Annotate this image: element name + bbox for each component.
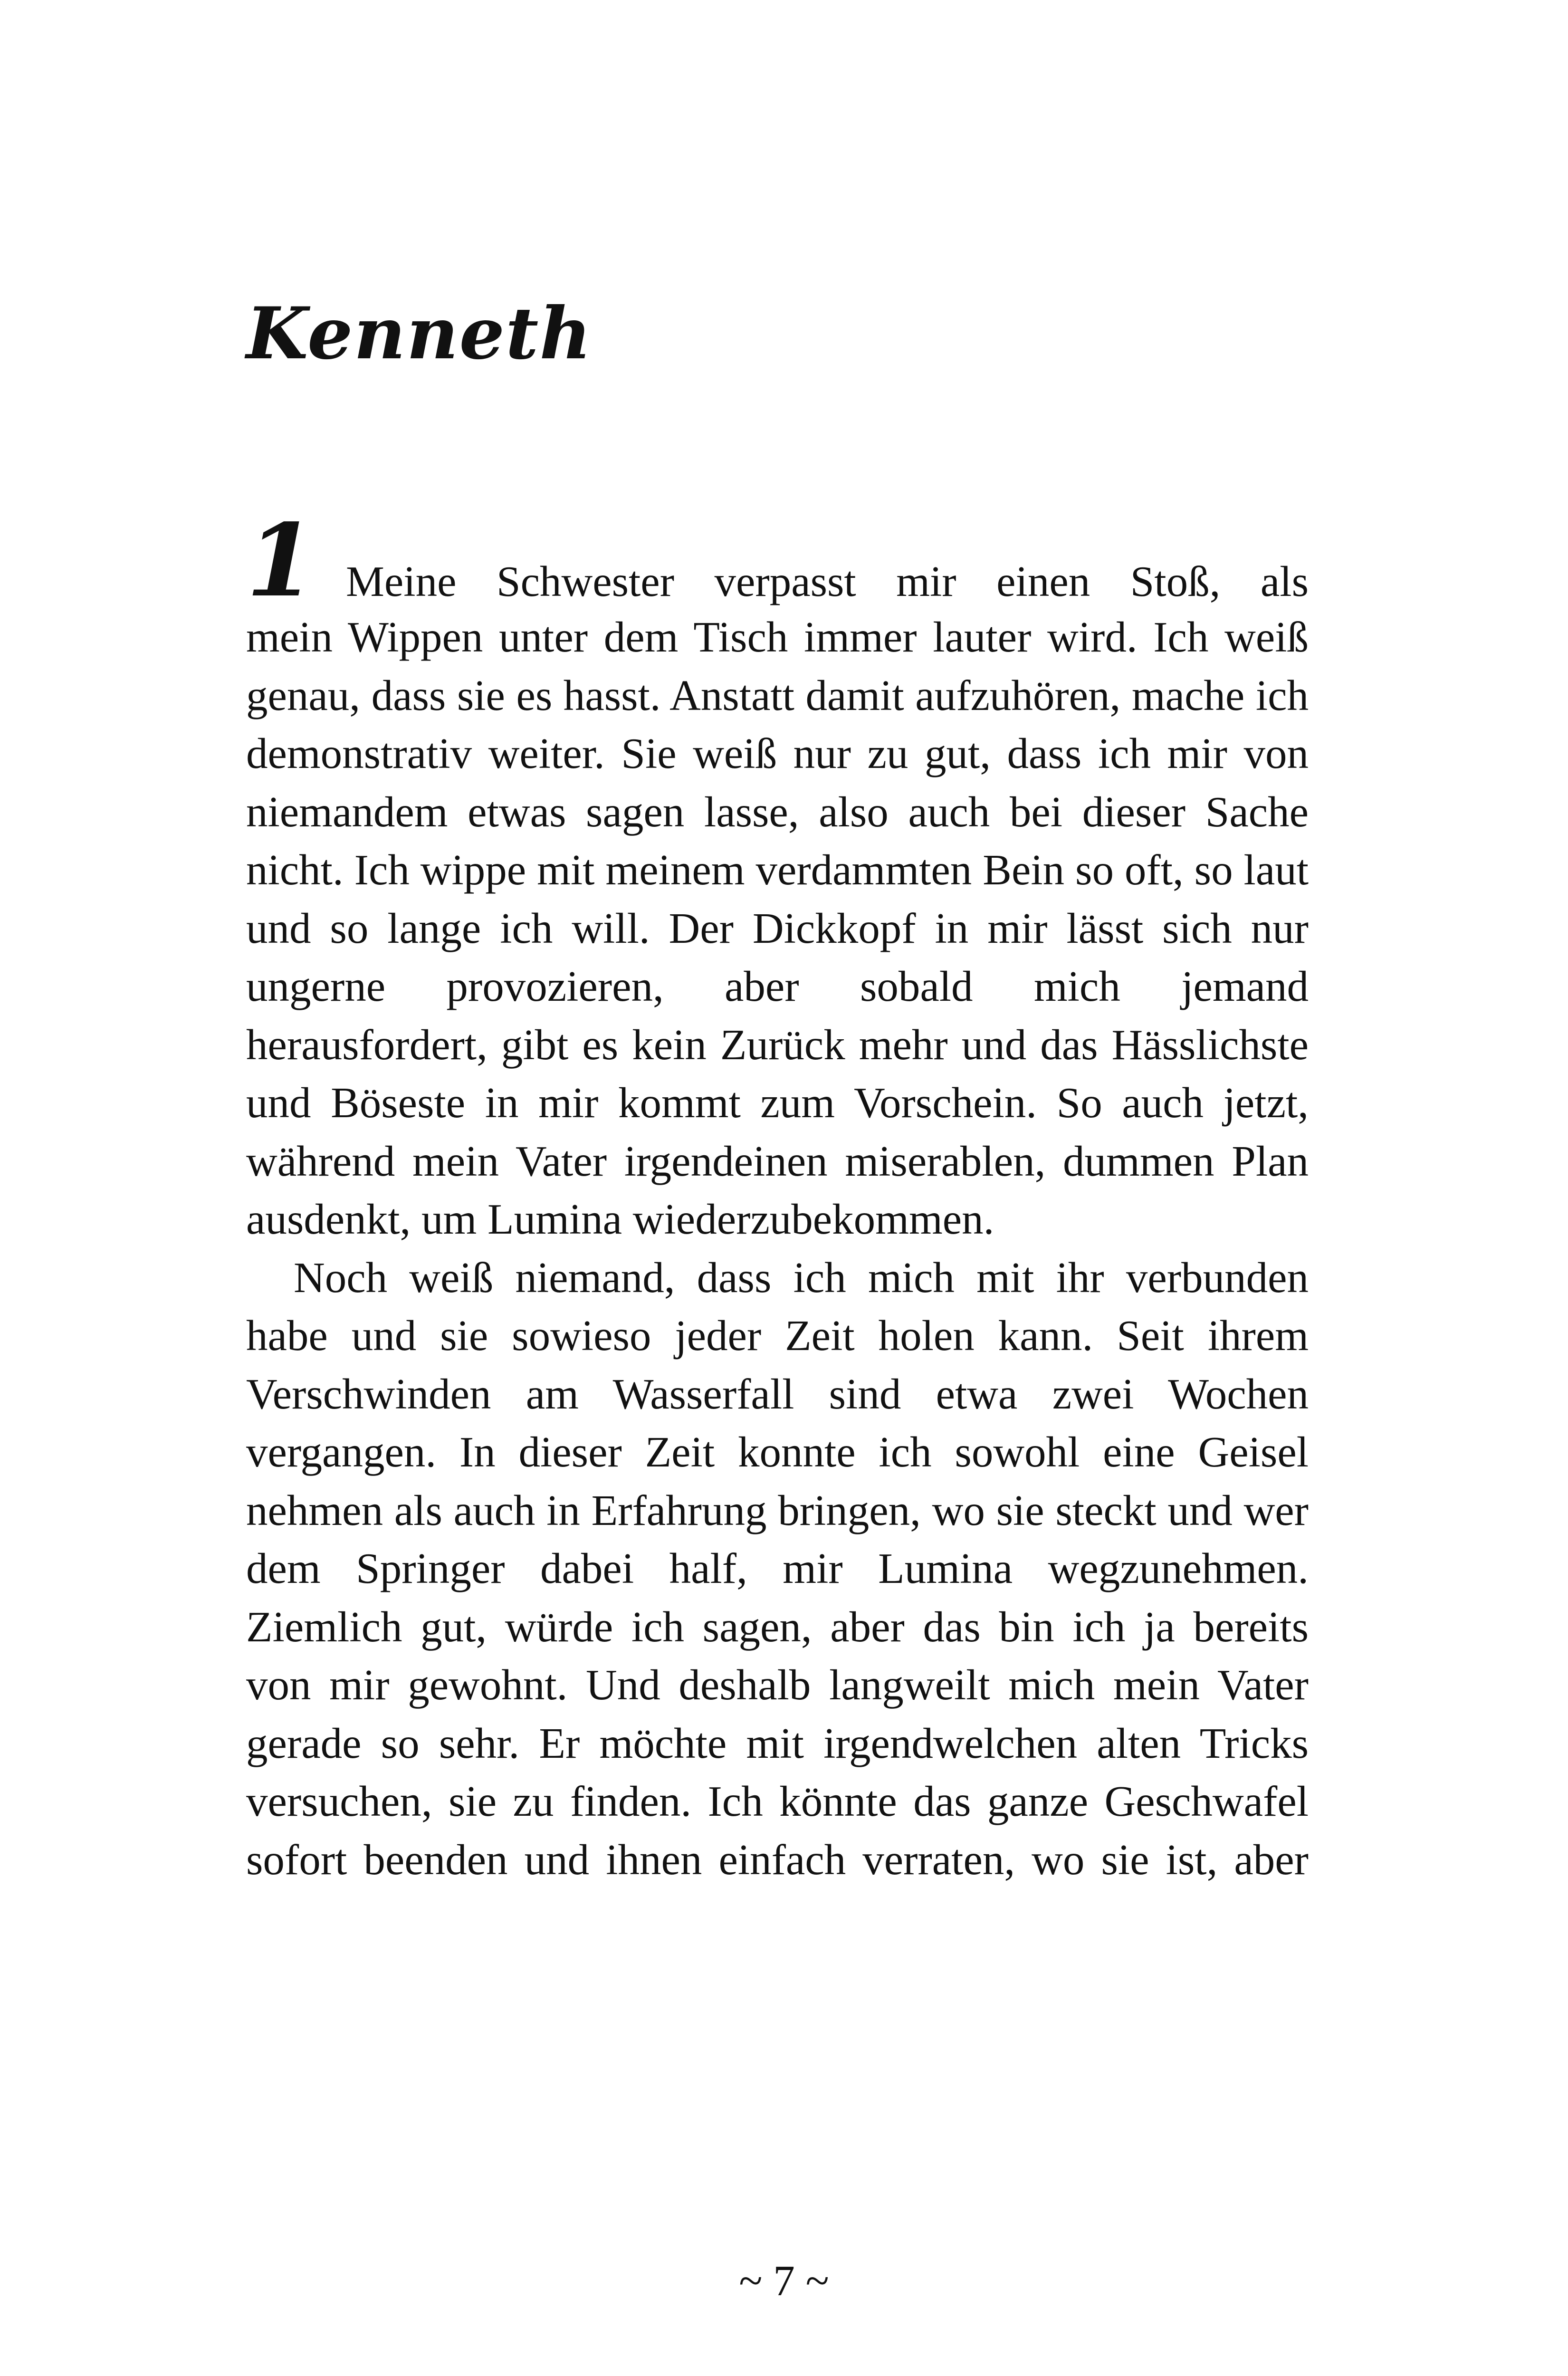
paragraph-1: mein Wippen unter dem Tisch immer lauter wird. Ich weiß genau, dass sie es hasst. Anstatt damit aufzuhören, mache ich demonstrativ weiter. Sie weiß nur zu gut, dass ich mir von niemandem etwas sagen lasse, also auch bei dieser Sache nicht. Ich wippe mit meinem verdammten Bein so oft, so laut und so lange ich will. Der Dickkopf in mir lässt sich nur ungerne provozieren, aber sobald mich jemand herausfordert, gibt es kein Zurück mehr und das Hässlichste und Böseste in mir kommt zum Vorschein. So auch jetzt, während mein Vater irgendeinen miserablen, dummen Plan ausdenkt, um Lumina wiederzubekommen. [246, 613, 1309, 1243]
chapter-opening-line [246, 502, 1309, 619]
opening-line-text: Meine Schwester verpasst mir einen Stoß, als [346, 557, 1309, 605]
chapter-number: 1 [246, 502, 316, 619]
page-number: ~ 7 ~ [739, 2257, 829, 2305]
body-text [246, 502, 1309, 1889]
paragraph-2: Noch weiß niemand, dass ich mich mit ihr verbunden habe und sie sowieso jeder Zeit holen kann. Seit ihrem Verschwinden am Wasserfall sind etwa zwei Wochen vergangen. In dieser Zeit konnte ich sowohl eine Geisel nehmen als auch in Erfahrung bringen, wo sie steckt und wer dem Springer dabei half, mir Lumina wegzunehmen. Ziemlich gut, würde ich sagen, aber das bin ich ja bereits von mir gewohnt. Und deshalb langweilt mich mein Vater gerade so sehr. Er möchte mit irgendwelchen alten Tricks versuchen, sie zu finden. Ich könnte das ganze Geschwafel sofort beenden und ihnen einfach verraten, wo sie ist, aber [246, 1253, 1309, 1884]
chapter-title: Kenneth [246, 292, 593, 375]
